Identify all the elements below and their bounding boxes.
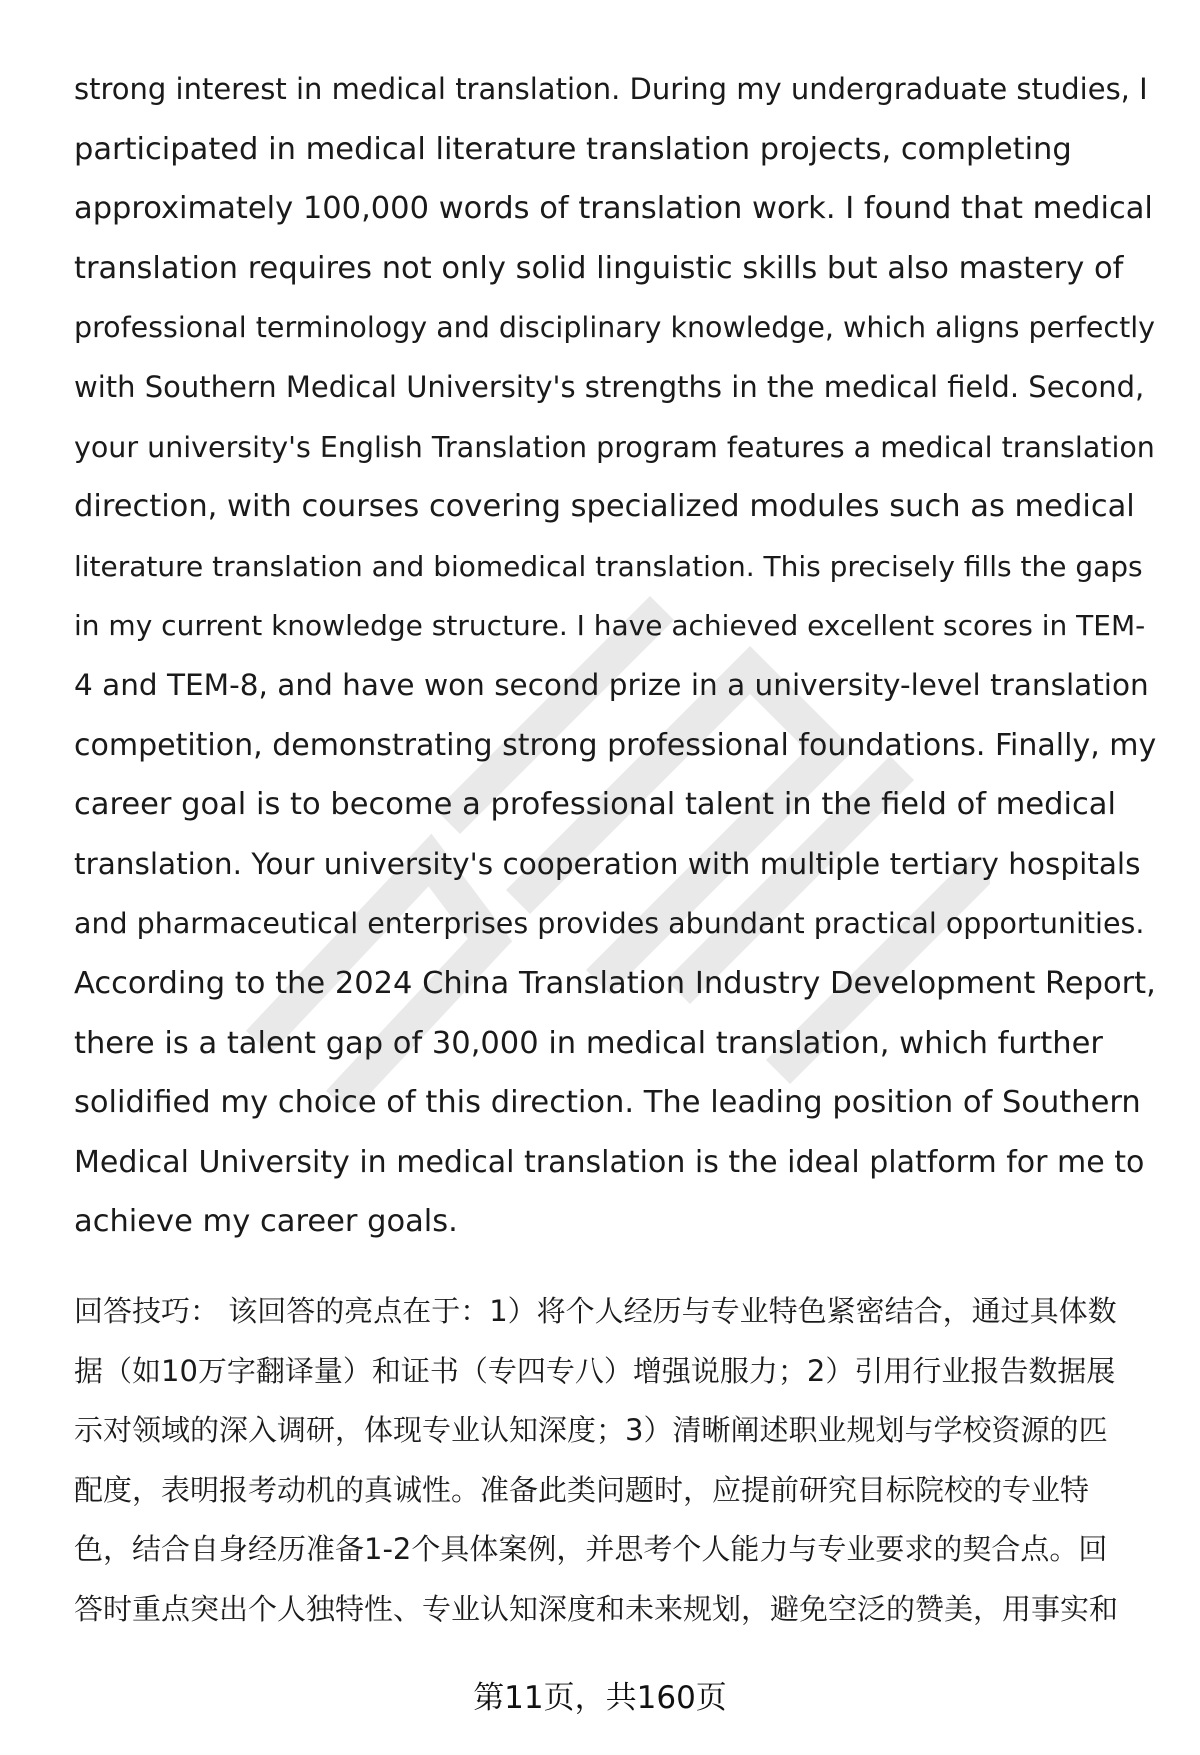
paragraph-line: professional terminology and disciplinary knowledge, which aligns perfectly: [74, 311, 1156, 345]
paragraph-line: and pharmaceutical enterprises provides abundant practical opportunities.: [74, 907, 1145, 941]
paragraph-line: career goal is to become a professional talent in the field of medical: [74, 787, 1116, 823]
paragraph-line: solidified my choice of this direction. The leading position of Southern: [74, 1085, 1141, 1121]
answer-paragraph: [74, 60, 1156, 1252]
paragraph-line: literature translation and biomedical translation. This precisely fills the gaps: [74, 549, 1143, 583]
paragraph-line: direction, with courses covering specialized modules such as medical: [74, 489, 1135, 525]
tips-line: 示对领域的深入调研，体现专业认知深度；3）清晰阐述职业规划与学校资源的匹: [74, 1413, 1108, 1448]
paragraph-line: translation. Your university's cooperation with multiple tertiary hospitals: [74, 846, 1141, 881]
paragraph-line: 4 and TEM-8, and have won second prize in a university-level translation: [74, 667, 1149, 702]
tips-line: 色，结合自身经历准备1-2个具体案例，并思考个人能力与专业要求的契合点。回: [74, 1532, 1108, 1567]
page-number-footer: 第11页，共160页: [473, 1680, 727, 1716]
tips-line: 据（如10万字翻译量）和证书（专四专八）增强说服力；2）引用行业报告数据展: [74, 1353, 1116, 1388]
tips-line: 答时重点突出个人独特性、专业认知深度和未来规划，避免空泛的赞美，用事实和: [74, 1591, 1119, 1626]
paragraph-line: competition, demonstrating strong professional foundations. Finally, my: [74, 727, 1157, 763]
paragraph-line: achieve my career goals.: [74, 1204, 458, 1240]
paragraph-line: Medical University in medical translation is the ideal platform for me to: [74, 1144, 1145, 1180]
paragraph-line: in my current knowledge structure. I have achieved excellent scores in TEM-: [74, 609, 1146, 643]
paragraph-line: your university's English Translation program features a medical translation: [74, 430, 1155, 464]
tips-line: 配度，表明报考动机的真诚性。准备此类问题时，应提前研究目标院校的专业特: [74, 1472, 1090, 1507]
paragraph-line: with Southern Medical University's strengths in the medical field. Second,: [74, 369, 1145, 404]
answer-tips: [74, 1282, 1156, 1640]
paragraph-line: there is a talent gap of 30,000 in medical translation, which further: [74, 1025, 1103, 1061]
paragraph-line: According to the 2024 China Translation Industry Development Report,: [74, 965, 1156, 1001]
tips-line: 回答技巧： 该回答的亮点在于：1）将个人经历与专业特色紧密结合，通过具体数: [74, 1294, 1117, 1328]
paragraph-line: approximately 100,000 words of translation work. I found that medical: [74, 191, 1153, 227]
paragraph-line: strong interest in medical translation. During my undergraduate studies, I: [74, 72, 1148, 106]
paragraph-line: participated in medical literature translation projects, completing: [74, 131, 1072, 167]
paragraph-line: translation requires not only solid linguistic skills but also mastery of: [74, 250, 1124, 286]
